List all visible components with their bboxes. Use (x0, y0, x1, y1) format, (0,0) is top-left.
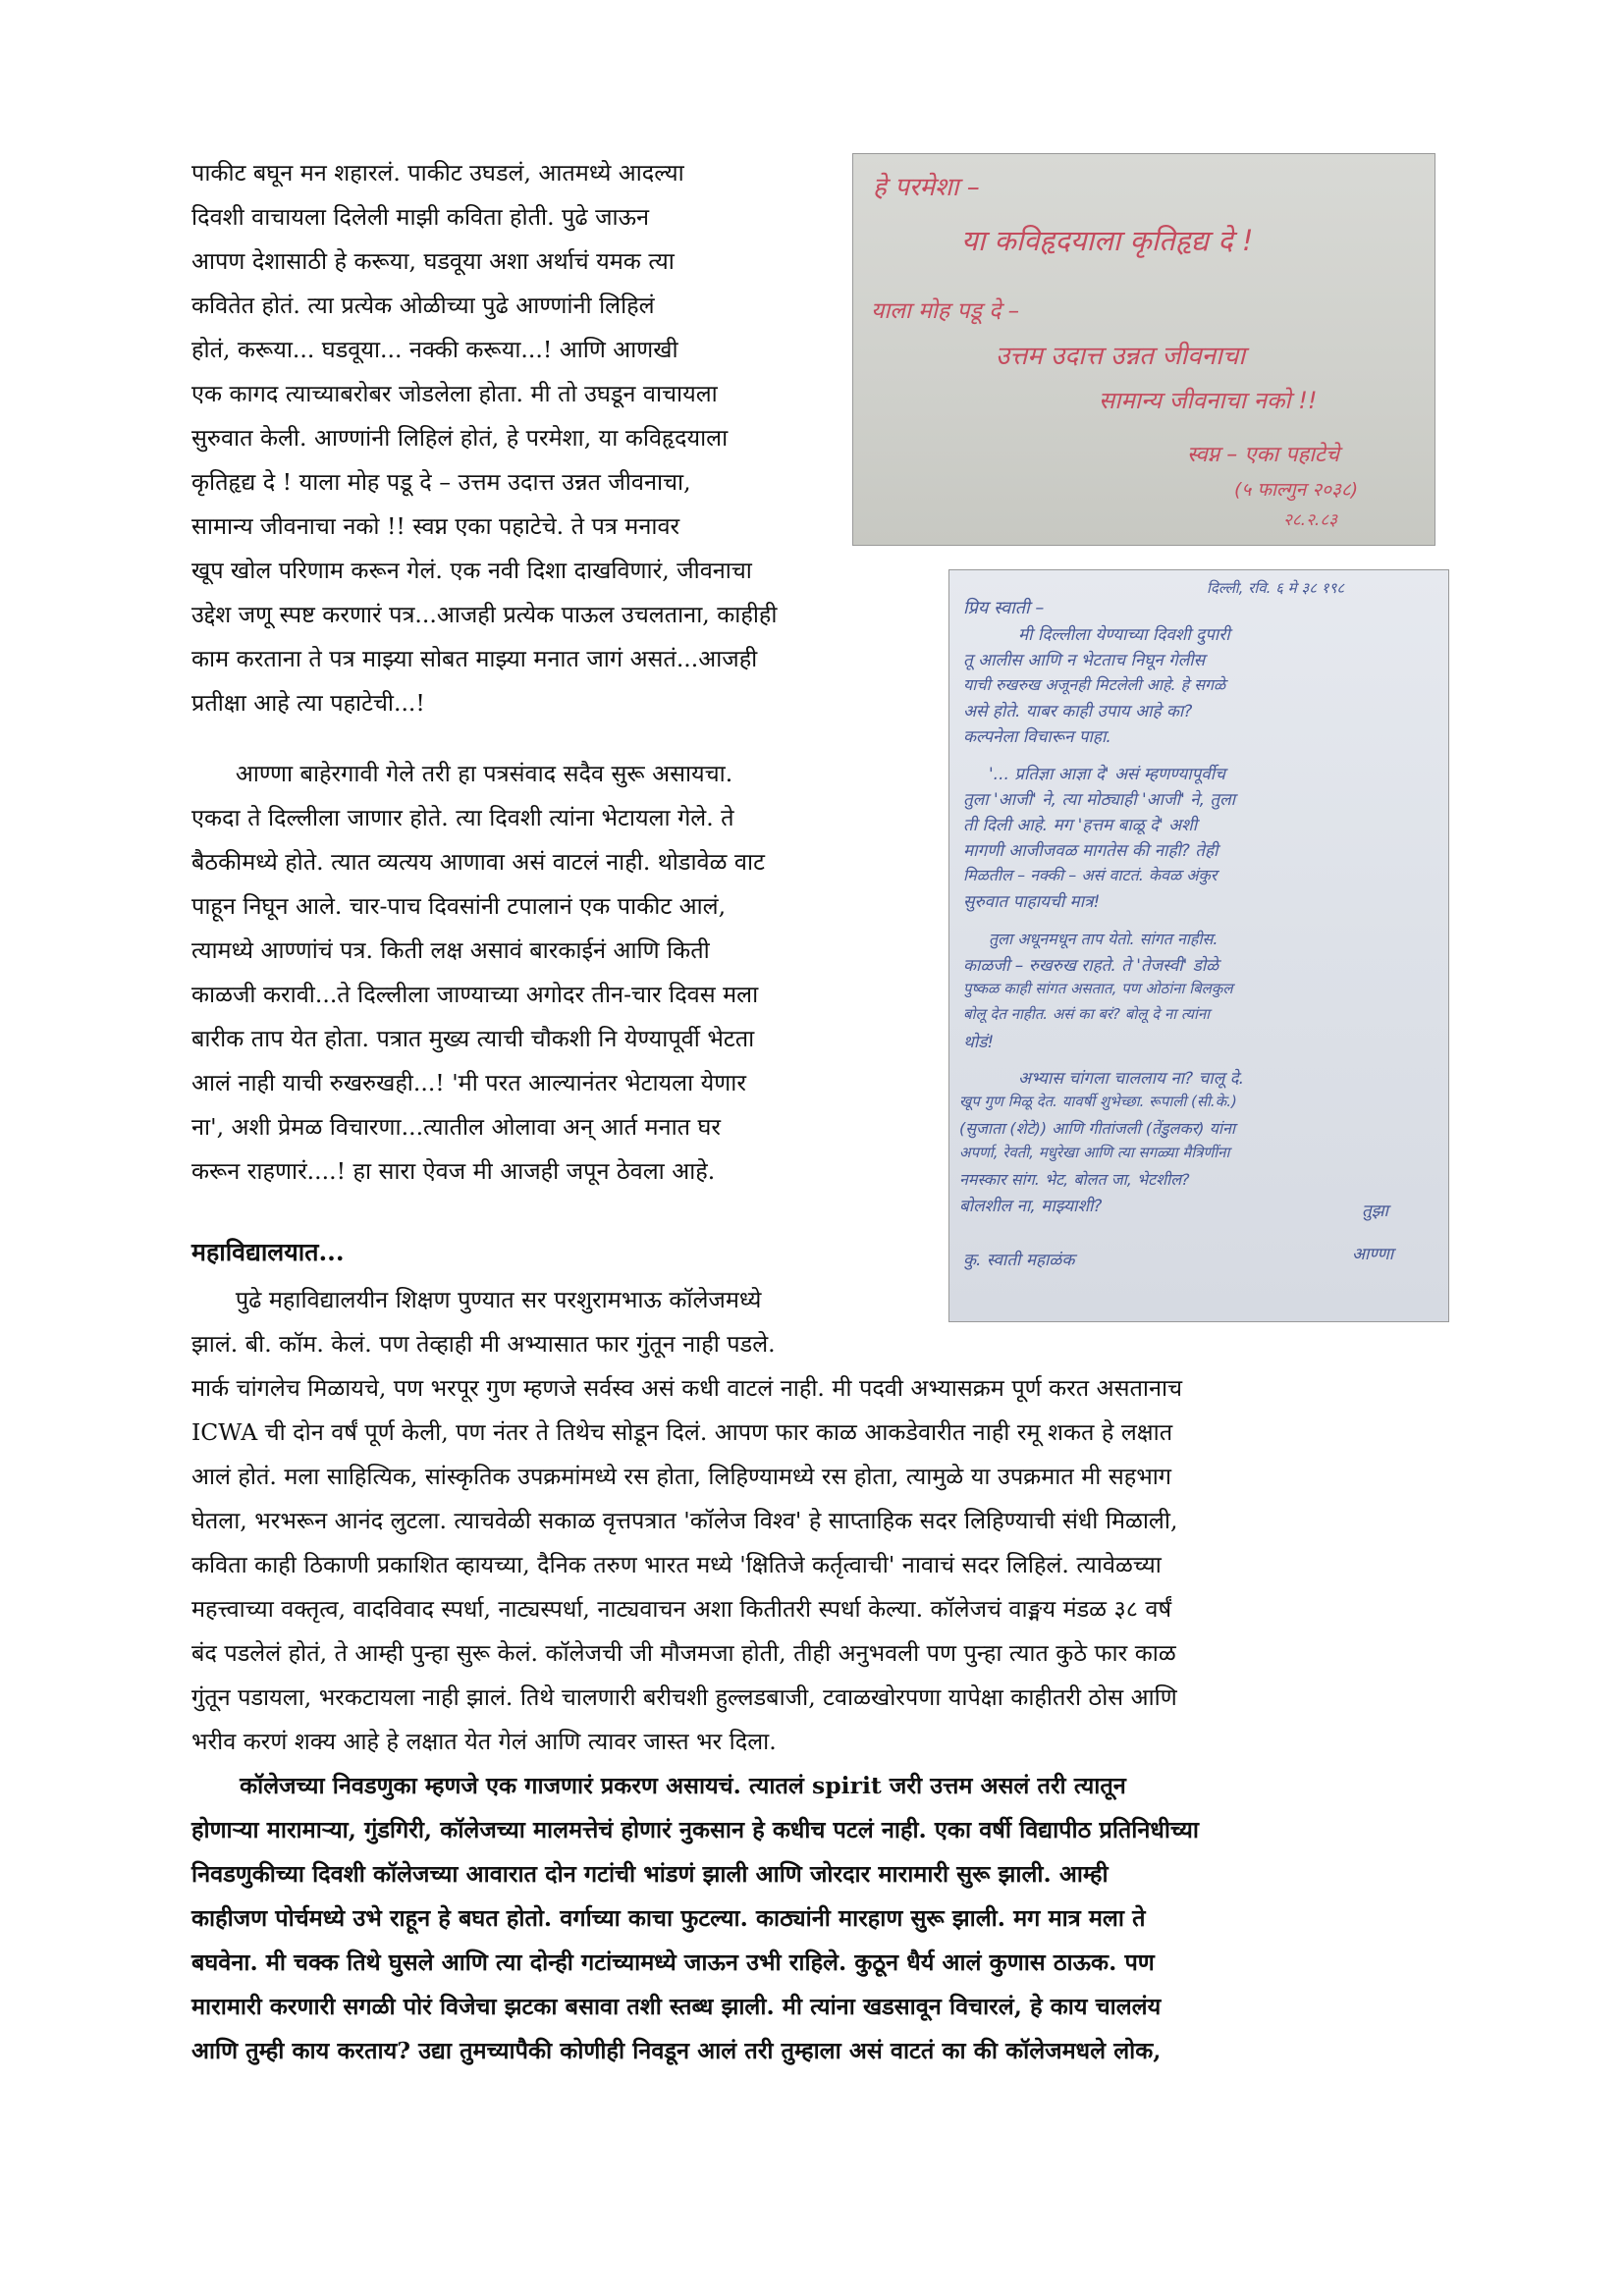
text-line: कॉलेजच्या निवडणुका म्हणजे एक गाजणारं प्रकरण असायचं. त्यातलं spirit जरी उत्तम असलं तरी त्यातून (191, 1772, 1126, 1799)
text-line: आणि तुम्ही काय करताय? उद्या तुमच्यापैकी कोणीही निवडून आलं तरी तुम्हाला असं वाटतं का की कॉलेजमधले लोक, (191, 2037, 1162, 2064)
handwritten-line: बोलू देत नाहीत. असं का बरं? बोलू दे ना त्यांना (963, 1005, 1211, 1023)
handwritten-line: सुरुवात पाहायची मात्र! (963, 892, 1101, 912)
text-line: एक कागद त्याच्याबरोबर जोडलेला होता. मी तो उघडून वाचायला (191, 380, 718, 407)
text-line: एकदा ते दिल्लीला जाणार होते. त्या दिवशी त्यांना भेटायला गेले. ते (191, 804, 734, 831)
text-line: ना', अशी प्रेमळ विचारणा...त्यातील ओलावा अन् आर्त मनात घर (191, 1113, 722, 1141)
text-line: आलं होतं. मला साहित्यिक, सांस्कृतिक उपक्रमांमध्ये रस होता, लिहिण्यामध्ये रस होता, त्यामुळे या उपक्रमात मी सहभाग (191, 1463, 1172, 1490)
handwritten-line: (सुजाता (शेटे)) आणि गीतांजली (तेंडुलकर) यांना (959, 1119, 1236, 1138)
text-line: दिवशी वाचायला दिलेली माझी कविता होती. पुढे जाऊन (191, 203, 650, 231)
paragraph-college-intro (191, 1278, 776, 1366)
handwritten-line: तू आलीस आणि न भेटताच निघून गेलीस (963, 651, 1206, 670)
handwritten-line: (५ फाल्गुन २०३८) (1234, 479, 1359, 501)
handwritten-line: खूप गुण मिळू देत. यावर्षी शुभेच्छा. रूपाली (सी.के.) (959, 1093, 1237, 1110)
paragraph-college-activities (191, 1366, 1182, 1764)
text-line: आलं नाही याची रुखरुखही...! 'मी परत आल्यानंतर भेटायला येणार (191, 1069, 746, 1096)
paragraph-letter-memory (191, 151, 778, 725)
handwritten-line: कल्पनेला विचारून पाहा. (963, 727, 1111, 747)
text-line: पाकीट बघून मन शहारलं. पाकीट उघडलं, आतमध्ये आदल्या (191, 159, 684, 187)
handwritten-line: काळजी – रुखरुख राहते. ते 'तेजस्वी' डोळे (963, 956, 1219, 976)
handwritten-line: मी दिल्लीला येण्याच्या दिवशी दुपारी (1018, 625, 1230, 645)
handwritten-line: तुझा (1362, 1201, 1388, 1221)
text-line: काहीजण पोर्चमध्ये उभे राहून हे बघत होतो. वर्गाच्या काचा फुटल्या. काठ्यांनी मारहाण सुरू झाली. मग मात्र मला ते (191, 1904, 1146, 1932)
handwritten-line: हे परमेशा – (873, 173, 980, 202)
text-line: झालं. बी. कॉम. केलं. पण तेव्हाही मी अभ्यासात फार गुंतून नाही पडले. (191, 1330, 776, 1358)
text-line: बैठकीमध्ये होते. त्यात व्यत्यय आणावा असं वाटलं नाही. थोडावेळ वाट (191, 848, 765, 876)
handwritten-line: आण्णा (1352, 1245, 1394, 1264)
text-line: होणाऱ्या मारामाऱ्या, गुंडगिरी, कॉलेजच्या मालमत्तेचं होणारं नुकसान हे कधीच पटलं नाही. एका वर्षी विद्यापीठ प्रतिनिधीच्या (191, 1816, 1199, 1843)
text-line: कविता काही ठिकाणी प्रकाशित व्हायच्या, दैनिक तरुण भारत मध्ये 'क्षितिजे कर्तृत्वाची' नावाचं सदर लिहिलं. त्यावेळच्या (191, 1551, 1162, 1578)
handwritten-note-photo (852, 153, 1435, 546)
handwritten-line: नमस्कार सांग. भेट, बोलत जा, भेटशील? (959, 1170, 1190, 1189)
text-line: बारीक ताप येत होता. पत्रात मुख्य त्याची चौकशी नि येण्यापूर्वी भेटता (191, 1025, 755, 1052)
text-line: त्यामध्ये आण्णांचं पत्र. किती लक्ष असावं बारकाईनं आणि किती (191, 936, 710, 964)
text-line: खूप खोल परिणाम करून गेलं. एक नवी दिशा दाखविणारं, जीवनाचा (191, 557, 752, 584)
handwritten-line: उत्तम उदात्त उन्नत जीवनाचा (996, 342, 1246, 371)
handwritten-line: २८.२.८३ (1283, 510, 1338, 530)
text-line: प्रतीक्षा आहे त्या पहाटेची...! (191, 689, 425, 717)
handwritten-line: दिल्ली, रवि. ६ मे ३८ १९८ (1207, 579, 1345, 597)
text-line: मारामारी करणारी सगळी पोरं विजेचा झटका बसावा तशी स्तब्ध झाली. मी त्यांना खडसावून विचारलं, हे काय चाललंय (191, 1993, 1162, 2020)
handwritten-line: बोलशील ना, माझ्याशी? (959, 1197, 1103, 1216)
handwritten-line: याला मोह पडू दे – (871, 298, 1020, 324)
section-heading: महाविद्यालयात... (191, 1238, 345, 1266)
text-line: सुरुवात केली. आण्णांनी लिहिलं होतं, हे परमेशा, या कविहृदयाला (191, 424, 729, 452)
text-line: भरीव करणं शक्य आहे हे लक्षात येत गेलं आणि त्यावर जास्त भर दिला. (191, 1728, 777, 1755)
handwritten-line: स्वप्न – एका पहाटेचे (1187, 443, 1339, 467)
handwritten-line: असे होते. याबर काही उपाय आहे का? (963, 702, 1193, 721)
paragraph-college-elections (191, 1764, 1199, 2073)
text-line: पुढे महाविद्यालयीन शिक्षण पुण्यात सर परशुरामभाऊ कॉलेजमध्ये (191, 1286, 762, 1313)
text-line: होतं, करूया... घडवूया... नक्की करूया...! आणि आणखी (191, 336, 678, 363)
handwritten-line: अभ्यास चांगला चाललाय ना? चालू दे. (1018, 1069, 1245, 1089)
handwritten-line: कु. स्वाती महाळंक (963, 1251, 1075, 1270)
handwritten-line: मागणी आजीजवळ मागतेस की नाही? तेही (963, 841, 1218, 861)
text-line: निवडणुकीच्या दिवशी कॉलेजच्या आवारात दोन गटांची भांडणं झाली आणि जोरदार मारामारी सुरू झाली. आम्ही (191, 1860, 1109, 1888)
text-line: काम करताना ते पत्र माझ्या सोबत माझ्या मनात जागं असतं...आजही (191, 645, 758, 672)
text-line: कवितेत होतं. त्या प्रत्येक ओळीच्या पुढे आण्णांनी लिहिलं (191, 292, 655, 319)
handwritten-line: याची रुखरुख अजूनही मिटलेली आहे. हे सगळे (963, 675, 1226, 694)
handwritten-line: सामान्य जीवनाचा नको !! (1099, 387, 1318, 414)
handwritten-line: अपर्णा, रेवती, मधुरेखा आणि त्या सगळ्या मैत्रिणींना (959, 1144, 1230, 1161)
text-line: करून राहणारं....! हा सारा ऐवज मी आजही जपून ठेवला आहे. (191, 1157, 716, 1185)
text-line: काळजी करावी...ते दिल्लीला जाण्याच्या अगोदर तीन-चार दिवस मला (191, 981, 759, 1008)
handwritten-line: प्रिय स्वाती – (963, 598, 1045, 618)
text-line: ICWA ची दोन वर्षं पूर्ण केली, पण नंतर ते तिथेच सोडून दिलं. आपण फार काळ आकडेवारीत नाही रमू शकत हे लक्षात (191, 1418, 1173, 1446)
handwritten-line: या कविहृदयाला कृतिहृद्य दे ! (961, 224, 1254, 257)
text-line: मार्क चांगलेच मिळायचे, पण भरपूर गुण म्हणजे सर्वस्व असं कधी वाटलं नाही. मी पदवी अभ्यासक्रम पूर्ण करत असतानाच (191, 1374, 1183, 1402)
handwritten-line: पुष्कळ काही सांगत असतात, पण ओठांना बिलकुल (963, 980, 1233, 997)
text-line: घेतला, भरभरून आनंद लुटला. त्याचवेळी सकाळ वृत्तपत्रात 'कॉलेज विश्व' हे साप्ताहिक सदर लिहिण्याची संधी मिळाली, (191, 1507, 1178, 1534)
paragraph-letters-dialogue (191, 752, 765, 1194)
handwritten-line: ती दिली आहे. मग 'हत्तम बाळू दे' अशी (963, 816, 1198, 835)
text-line: उद्देश जणू स्पष्ट करणारं पत्र...आजही प्रत्येक पाऊल उचलताना, काहीही (191, 601, 778, 628)
text-line: सामान्य जीवनाचा नको !! स्वप्न एका पहाटेचे. ते पत्र मनावर (191, 512, 680, 540)
text-line: पाहून निघून आले. चार-पाच दिवसांनी टपालानं एक पाकीट आलं, (191, 892, 727, 920)
handwritten-line: मिळतील – नक्की – असं वाटतं. केवळ अंकुर (963, 866, 1218, 884)
text-line: बघवेना. मी चक्क तिथे घुसले आणि त्या दोन्ही गटांच्यामध्ये जाऊन उभी राहिले. कुठून धैर्य आलं कुणास ठाऊक. पण (191, 1949, 1155, 1976)
text-line: बंद पडलेलं होतं, ते आम्ही पुन्हा सुरू केलं. कॉलेजची जी मौजमजा होती, तीही अनुभवली पण पुन्हा त्यात कुठे फार काळ (191, 1639, 1176, 1667)
text-line: कृतिहृद्य दे ! याला मोह पडू दे – उत्तम उदात्त उन्नत जीवनाचा, (191, 468, 691, 496)
text-line: आण्णा बाहेरगावी गेले तरी हा पत्रसंवाद सदैव सुरू असायचा. (191, 760, 733, 787)
handwritten-line: तुला 'आजी' ने, त्या मोठ्याही 'आजी' ने, तुला (963, 790, 1236, 810)
handwritten-line: थोडं! (963, 1033, 995, 1052)
text-line: गुंतून पडायला, भरकटायला नाही झालं. तिथे चालणारी बरीचशी हुल्लडबाजी, टवाळखोरपणा यापेक्षा काहीतरी ठोस आणि (191, 1683, 1177, 1711)
text-line: आपण देशासाठी हे करूया, घडवूया अशा अर्थाचं यमक त्या (191, 247, 675, 275)
handwritten-line: तुला अधूनमधून ताप येतो. सांगत नाहीस. (989, 930, 1218, 948)
handwritten-letter-photo (948, 569, 1449, 1322)
handwritten-line: '... प्रतिज्ञा आज्ञा दे' असं म्हणण्यापूर्वीच (989, 765, 1225, 784)
text-line: महत्त्वाच्या वक्तृत्व, वादविवाद स्पर्धा, नाट्यस्पर्धा, नाट्यवाचन अशा कितीतरी स्पर्धा केल्या. कॉलेजचं वाङ्मय मंडळ ३८ वर्षं (191, 1595, 1172, 1623)
